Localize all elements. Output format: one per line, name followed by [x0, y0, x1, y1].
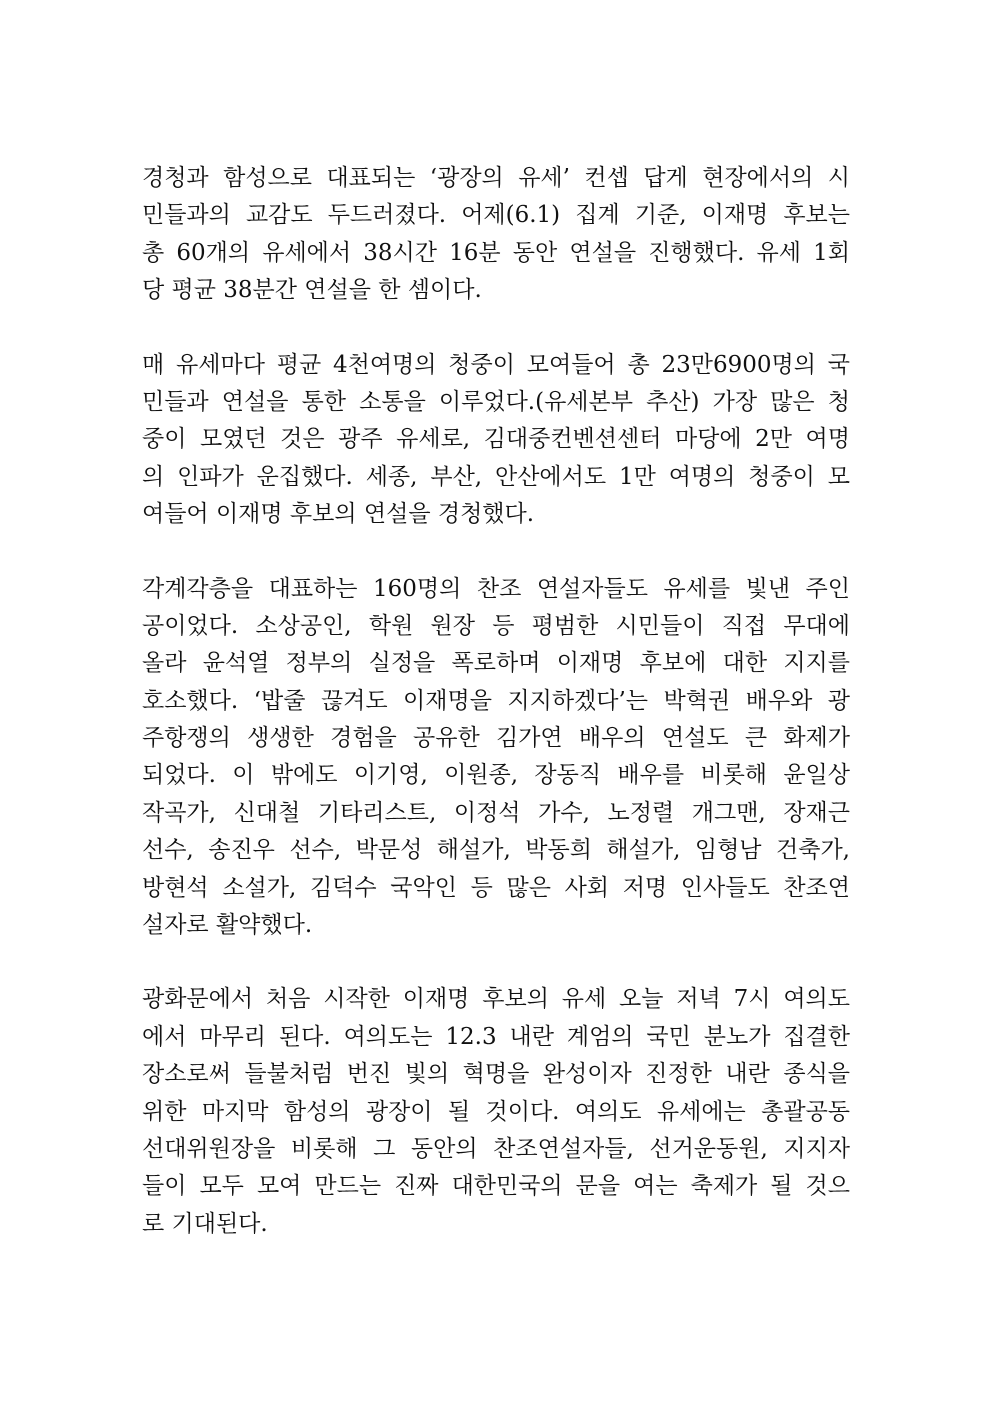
text-line: 주항쟁의 생생한 경험을 공유한 김가연 배우의 연설도 큰 화제가: [142, 725, 850, 752]
text-line: 선대위원장을 비롯해 그 동안의 찬조연설자들, 선거운동원, 지지자: [142, 1135, 850, 1162]
text-line: 위한 마지막 함성의 광장이 될 것이다. 여의도 유세에는 총괄공동: [142, 1098, 850, 1125]
text-line: 의 인파가 운집했다. 세종, 부산, 안산에서도 1만 여명의 청중이 모: [142, 463, 850, 490]
text-line: 방현석 소설가, 김덕수 국악인 등 많은 사회 저명 인사들도 찬조연: [142, 874, 850, 901]
text-line: 올라 윤석열 정부의 실정을 폭로하며 이재명 후보에 대한 지지를: [142, 650, 850, 677]
paragraph-1: [142, 160, 850, 310]
text-line: 되었다. 이 밖에도 이기영, 이원종, 장동직 배우를 비롯해 윤일상: [142, 762, 850, 789]
text-line: 작곡가, 신대철 기타리스트, 이정석 가수, 노정렬 개그맨, 장재근: [142, 799, 850, 826]
text-line: 공이었다. 소상공인, 학원 원장 등 평범한 시민들이 직접 무대에: [142, 612, 850, 639]
text-line: 들이 모두 모여 만드는 진짜 대한민국의 문을 여는 축제가 될 것으: [142, 1173, 850, 1200]
text-line: 설자로 활약했다.: [142, 912, 313, 939]
text-line: 각계각층을 대표하는 160명의 찬조 연설자들도 유세를 빛낸 주인: [142, 575, 850, 602]
paragraph-spacer: [142, 534, 850, 571]
text-line: 에서 마무리 된다. 여의도는 12.3 내란 계엄의 국민 분노가 집결한: [142, 1023, 850, 1050]
text-line: 경청과 함성으로 대표되는 ‘광장의 유세’ 컨셉 답게 현장에서의 시: [142, 165, 850, 191]
text-line: 당 평균 38분간 연설을 한 셈이다.: [142, 277, 482, 304]
text-line: 중이 모였던 것은 광주 유세로, 김대중컨벤션센터 마당에 2만 여명: [142, 426, 850, 453]
paragraph-2: [142, 347, 850, 534]
text-line: 총 60개의 유세에서 38시간 16분 동안 연설을 진행했다. 유세 1회: [142, 239, 850, 266]
paragraph-spacer: [142, 944, 850, 981]
document-body: [142, 160, 850, 1243]
text-line: 여들어 이재명 후보의 연설을 경청했다.: [142, 501, 535, 528]
text-line: 선수, 송진우 선수, 박문성 해설가, 박동희 해설가, 임형남 건축가,: [142, 837, 850, 864]
text-line: 매 유세마다 평균 4천여명의 청중이 모여들어 총 23만6900명의 국: [142, 351, 850, 378]
paragraph-4: [142, 981, 850, 1243]
text-line: 로 기대된다.: [142, 1210, 268, 1237]
text-line: 호소했다. ‘밥줄 끊겨도 이재명을 지지하겠다’는 박혁권 배우와 광: [142, 687, 850, 714]
text-line: 민들과 연설을 통한 소통을 이루었다.(유세본부 추산) 가장 많은 청: [142, 388, 850, 415]
paragraph-3: [142, 571, 850, 945]
text-line: 광화문에서 처음 시작한 이재명 후보의 유세 오늘 저녁 7시 여의도: [142, 986, 850, 1013]
paragraph-spacer: [142, 310, 850, 347]
text-line: 민들과의 교감도 두드러졌다. 어제(6.1) 집계 기준, 이재명 후보는: [142, 202, 850, 229]
text-line: 장소로써 들불처럼 번진 빛의 혁명을 완성이자 진정한 내란 종식을: [142, 1061, 850, 1088]
